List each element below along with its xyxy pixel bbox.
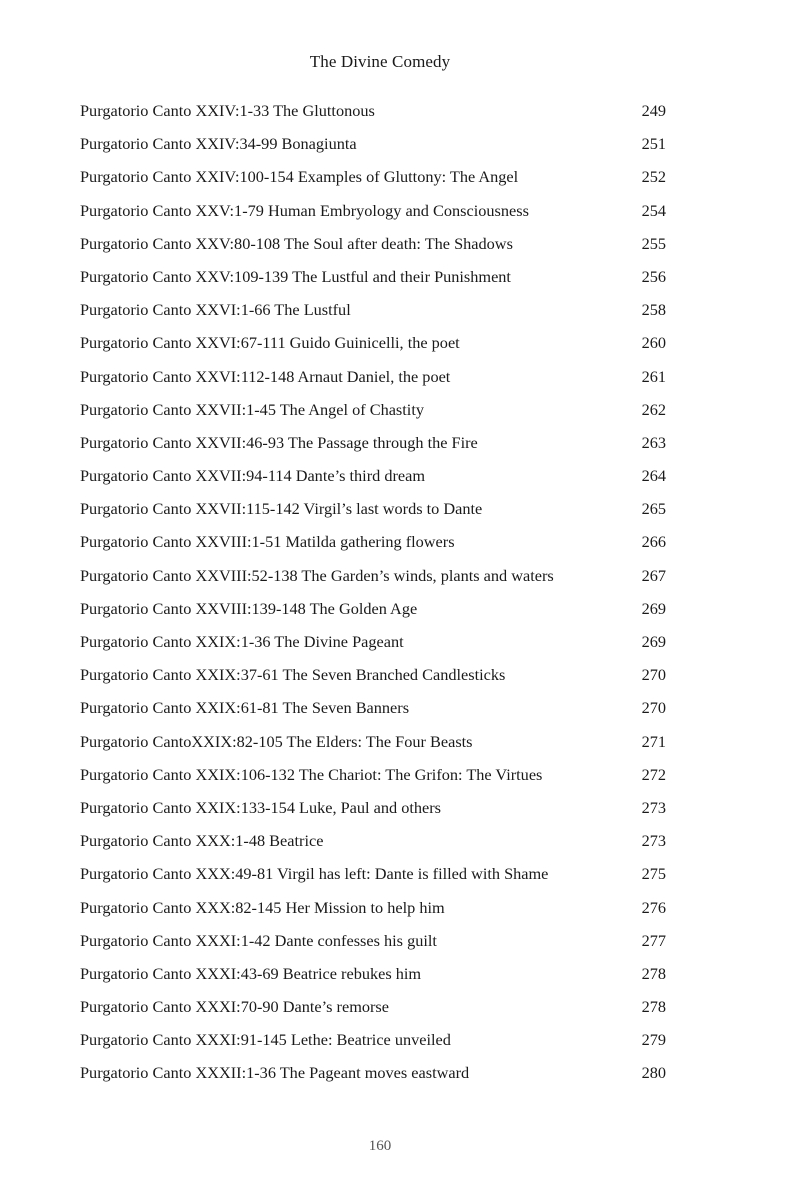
toc-entry [80, 266, 666, 299]
toc-entry [80, 697, 666, 730]
toc-entry-page-number: 277 [641, 930, 666, 950]
toc-entry-title: Purgatorio Canto XXXI:70-90 Dante’s remorse [80, 997, 389, 1017]
toc-entry-title: Purgatorio Canto XXIX:133-154 Luke, Paul and others [80, 797, 442, 817]
toc-entry-title: Purgatorio Canto XXIX:106-132 The Chariot: The Grifon: The Virtues [80, 764, 543, 784]
toc-entry-page-number: 271 [641, 731, 666, 751]
toc-entry-page-number: 272 [641, 764, 666, 784]
toc-entry-title: Purgatorio Canto XXVIII:139-148 The Golden Age [80, 598, 418, 618]
toc-entry-title: Purgatorio Canto XXVIII:52-138 The Garden’s winds, plants and waters [80, 565, 554, 585]
toc-entry [80, 332, 666, 365]
table-of-contents [80, 100, 666, 1096]
toc-entry-title: Purgatorio Canto XXVI:112-148 Arnaut Daniel, the poet [80, 366, 451, 386]
toc-entry-title: Purgatorio Canto XXV:109-139 The Lustful and their Punishment [80, 266, 511, 286]
toc-entry-page-number: 276 [641, 897, 666, 917]
toc-entry [80, 465, 666, 498]
toc-entry-title: Purgatorio Canto XXXI:91-145 Lethe: Beatrice unveiled [80, 1030, 451, 1050]
toc-entry [80, 996, 666, 1029]
toc-entry-page-number: 279 [641, 1030, 666, 1050]
toc-entry-title: Purgatorio Canto XXVI:67-111 Guido Guinicelli, the poet [80, 333, 460, 353]
toc-entry-page-number: 269 [641, 598, 666, 618]
toc-entry-title: Purgatorio Canto XXVI:1-66 The Lustful [80, 300, 351, 320]
toc-entry [80, 631, 666, 664]
toc-entry [80, 764, 666, 797]
toc-entry [80, 731, 666, 764]
toc-entry-page-number: 273 [641, 831, 666, 851]
toc-entry-page-number: 252 [641, 167, 666, 187]
toc-entry [80, 565, 666, 598]
toc-entry-title: Purgatorio Canto XXV:80-108 The Soul after death: The Shadows [80, 233, 513, 253]
toc-entry [80, 498, 666, 531]
toc-entry-page-number: 258 [641, 300, 666, 320]
toc-entry-page-number: 267 [641, 565, 666, 585]
toc-entry [80, 100, 666, 133]
toc-entry [80, 830, 666, 863]
toc-entry [80, 166, 666, 199]
toc-entry-page-number: 278 [641, 997, 666, 1017]
toc-entry-title: Purgatorio Canto XXIV:1-33 The Gluttonous [80, 101, 375, 120]
toc-entry-page-number: 266 [641, 532, 666, 552]
toc-entry-title: Purgatorio Canto XXXI:43-69 Beatrice rebukes him [80, 963, 422, 983]
toc-entry-title: Purgatorio Canto XXIX:1-36 The Divine Pageant [80, 632, 404, 651]
toc-entry-title: Purgatorio Canto XXVII:115-142 Virgil’s last words to Dante [80, 499, 483, 519]
running-head-title: The Divine Comedy [309, 52, 451, 71]
toc-entry-page-number: 255 [641, 233, 666, 253]
toc-entry [80, 1062, 666, 1095]
toc-entry-page-number: 263 [641, 432, 666, 452]
toc-entry-title: Purgatorio Canto XXIX:61-81 The Seven Banners [80, 698, 410, 718]
toc-entry [80, 133, 666, 166]
toc-entry [80, 399, 666, 432]
toc-entry [80, 531, 666, 564]
toc-entry-page-number: 254 [641, 200, 666, 220]
toc-entry-page-number: 280 [641, 1063, 666, 1083]
toc-entry [80, 432, 666, 465]
toc-entry-title: Purgatorio Canto XXVIII:1-51 Matilda gathering flowers [80, 532, 455, 552]
toc-entry [80, 930, 666, 963]
toc-entry-title: Purgatorio Canto XXX:49-81 Virgil has left: Dante is filled with Shame [80, 864, 549, 884]
toc-entry-title: Purgatorio Canto XXVII:1-45 The Angel of Chastity [80, 399, 424, 419]
toc-entry [80, 1029, 666, 1062]
toc-entry-title: Purgatorio Canto XXIX:37-61 The Seven Branched Candlesticks [80, 665, 506, 685]
toc-entry-page-number: 278 [641, 963, 666, 983]
toc-entry-page-number: 260 [641, 333, 666, 353]
toc-entry-title: Purgatorio Canto XXX:82-145 Her Mission to help him [80, 897, 445, 917]
toc-entry [80, 797, 666, 830]
toc-entry-page-number: 261 [641, 366, 666, 386]
toc-entry-title: Purgatorio Canto XXXI:1-42 Dante confesses his guilt [80, 930, 437, 950]
toc-entry [80, 664, 666, 697]
toc-entry-title: Purgatorio Canto XXIV:34-99 Bonagiunta [80, 134, 357, 154]
toc-entry [80, 863, 666, 896]
toc-entry-title: Purgatorio Canto XXIV:100-154 Examples of Gluttony: The Angel [80, 167, 519, 187]
toc-entry-page-number: 275 [641, 864, 666, 884]
toc-entry-page-number: 270 [641, 698, 666, 718]
toc-entry-page-number: 273 [641, 797, 666, 817]
toc-entry-page-number: 269 [641, 632, 666, 651]
toc-entry-title: Purgatorio CantoXXIX:82-105 The Elders: The Four Beasts [80, 731, 473, 751]
toc-entry-page-number: 251 [641, 134, 666, 154]
toc-entry [80, 366, 666, 399]
toc-entry-title: Purgatorio Canto XXV:1-79 Human Embryology and Consciousness [80, 200, 529, 220]
toc-entry [80, 963, 666, 996]
toc-entry-page-number: 264 [641, 466, 666, 486]
toc-entry [80, 299, 666, 332]
toc-entry [80, 200, 666, 233]
page-number: 160 [368, 1138, 392, 1154]
toc-entry-title: Purgatorio Canto XXVII:94-114 Dante’s third dream [80, 466, 426, 486]
toc-entry-title: Purgatorio Canto XXVII:46-93 The Passage through the Fire [80, 432, 478, 452]
toc-entry-page-number: 249 [641, 101, 666, 120]
toc-entry [80, 897, 666, 930]
toc-entry [80, 598, 666, 631]
toc-entry-title: Purgatorio Canto XXX:1-48 Beatrice [80, 831, 324, 851]
toc-entry-page-number: 262 [641, 399, 666, 419]
toc-entry [80, 233, 666, 266]
toc-entry-page-number: 270 [641, 665, 666, 685]
toc-entry-page-number: 265 [641, 499, 666, 519]
toc-entry-title: Purgatorio Canto XXXII:1-36 The Pageant moves eastward [80, 1063, 470, 1083]
toc-entry-page-number: 256 [641, 266, 666, 286]
